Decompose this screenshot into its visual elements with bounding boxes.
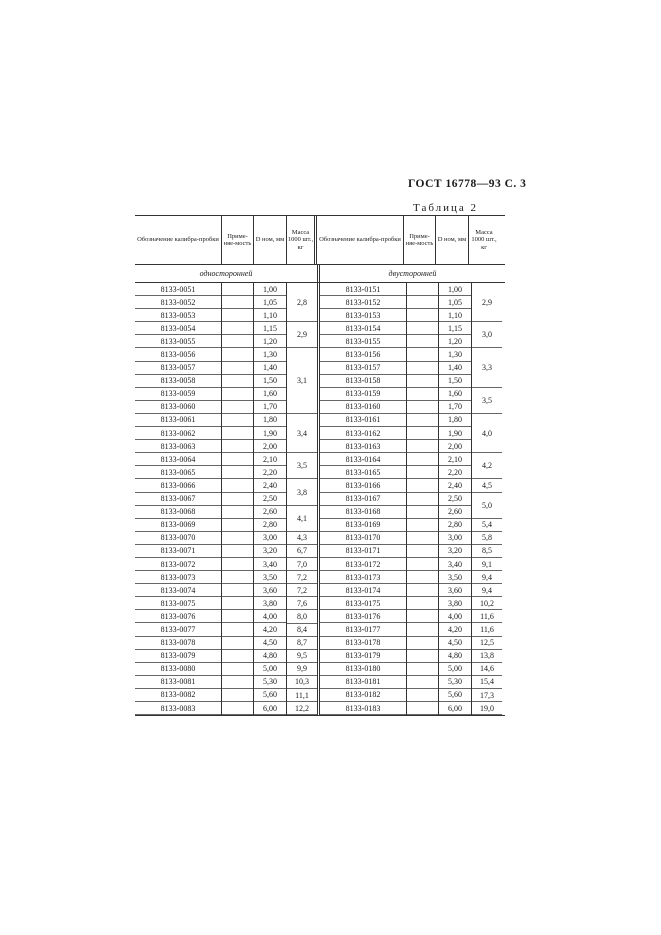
section-single-sided: односторонней bbox=[135, 265, 320, 282]
left-designation-column bbox=[135, 283, 222, 715]
designation-cell: 8133-0078 bbox=[135, 637, 221, 650]
gauge-table bbox=[135, 215, 505, 716]
applicability-cell bbox=[407, 414, 438, 427]
diameter-cell: 4,50 bbox=[254, 637, 286, 650]
mass-cell: 9,5 bbox=[287, 650, 317, 663]
diameter-cell: 3,40 bbox=[439, 558, 471, 571]
diameter-cell: 4,00 bbox=[439, 610, 471, 623]
diameter-cell: 5,00 bbox=[439, 663, 471, 676]
designation-cell: 8133-0074 bbox=[135, 584, 221, 597]
designation-cell: 8133-0083 bbox=[135, 702, 221, 715]
diameter-cell: 1,10 bbox=[254, 309, 286, 322]
applicability-cell bbox=[222, 466, 253, 479]
diameter-cell: 2,10 bbox=[254, 453, 286, 466]
right-mass-column bbox=[472, 283, 502, 715]
mass-cell: 5,8 bbox=[472, 532, 502, 545]
designation-cell: 8133-0171 bbox=[320, 545, 406, 558]
mass-cell: 19,0 bbox=[472, 702, 502, 715]
designation-cell: 8133-0081 bbox=[135, 676, 221, 689]
applicability-cell bbox=[407, 440, 438, 453]
designation-cell: 8133-0178 bbox=[320, 637, 406, 650]
designation-cell: 8133-0057 bbox=[135, 362, 221, 375]
applicability-cell bbox=[222, 506, 253, 519]
mass-cell: 13,8 bbox=[472, 650, 502, 663]
mass-cell: 8,7 bbox=[287, 637, 317, 650]
mass-cell: 15,4 bbox=[472, 676, 502, 689]
applicability-cell bbox=[222, 388, 253, 401]
designation-cell: 8133-0181 bbox=[320, 676, 406, 689]
diameter-cell: 1,20 bbox=[439, 335, 471, 348]
designation-cell: 8133-0061 bbox=[135, 414, 221, 427]
designation-cell: 8133-0177 bbox=[320, 623, 406, 636]
designation-cell: 8133-0055 bbox=[135, 335, 221, 348]
applicability-cell bbox=[407, 702, 438, 715]
designation-cell: 8133-0060 bbox=[135, 401, 221, 414]
designation-cell: 8133-0160 bbox=[320, 401, 406, 414]
applicability-cell bbox=[407, 466, 438, 479]
applicability-cell bbox=[407, 375, 438, 388]
diameter-cell: 1,60 bbox=[254, 388, 286, 401]
section-double-sided: двусторонней bbox=[388, 269, 437, 278]
applicability-cell bbox=[407, 388, 438, 401]
designation-cell: 8133-0064 bbox=[135, 453, 221, 466]
designation-cell: 8133-0075 bbox=[135, 597, 221, 610]
designation-cell: 8133-0156 bbox=[320, 348, 406, 361]
mass-cell: 14,6 bbox=[472, 663, 502, 676]
diameter-cell: 1,50 bbox=[439, 375, 471, 388]
left-half bbox=[135, 283, 320, 715]
diameter-cell: 3,40 bbox=[254, 558, 286, 571]
header-mass-right: Масса 1000 шт., кг bbox=[471, 228, 497, 251]
diameter-cell: 3,60 bbox=[254, 584, 286, 597]
mass-cell: 8,0 bbox=[287, 610, 317, 623]
diameter-cell: 2,40 bbox=[439, 479, 471, 492]
mass-cell: 10,2 bbox=[472, 597, 502, 610]
designation-cell: 8133-0151 bbox=[320, 283, 406, 296]
designation-cell: 8133-0163 bbox=[320, 440, 406, 453]
applicability-cell bbox=[222, 453, 253, 466]
diameter-cell: 2,20 bbox=[439, 466, 471, 479]
applicability-cell bbox=[407, 623, 438, 636]
applicability-cell bbox=[407, 493, 438, 506]
designation-cell: 8133-0179 bbox=[320, 650, 406, 663]
diameter-cell: 1,80 bbox=[439, 414, 471, 427]
applicability-cell bbox=[222, 479, 253, 492]
left-diameter-column bbox=[254, 283, 287, 715]
diameter-cell: 2,60 bbox=[254, 506, 286, 519]
diameter-cell: 1,90 bbox=[254, 427, 286, 440]
applicability-cell bbox=[407, 335, 438, 348]
applicability-cell bbox=[407, 571, 438, 584]
diameter-cell: 3,20 bbox=[439, 545, 471, 558]
designation-cell: 8133-0183 bbox=[320, 702, 406, 715]
mass-cell: 12,5 bbox=[472, 637, 502, 650]
diameter-cell: 4,80 bbox=[254, 650, 286, 663]
diameter-cell: 2,20 bbox=[254, 466, 286, 479]
designation-cell: 8133-0073 bbox=[135, 571, 221, 584]
applicability-cell bbox=[407, 584, 438, 597]
applicability-cell bbox=[407, 519, 438, 532]
designation-cell: 8133-0077 bbox=[135, 623, 221, 636]
diameter-cell: 4,20 bbox=[254, 623, 286, 636]
diameter-cell: 3,50 bbox=[439, 571, 471, 584]
mass-cell: 6,7 bbox=[287, 545, 317, 558]
applicability-cell bbox=[407, 453, 438, 466]
diameter-cell: 3,80 bbox=[254, 597, 286, 610]
diameter-cell: 2,50 bbox=[254, 493, 286, 506]
diameter-cell: 2,10 bbox=[439, 453, 471, 466]
applicability-cell bbox=[222, 610, 253, 623]
diameter-cell: 5,30 bbox=[254, 676, 286, 689]
diameter-cell: 1,50 bbox=[254, 375, 286, 388]
diameter-cell: 3,50 bbox=[254, 571, 286, 584]
diameter-cell: 2,50 bbox=[439, 493, 471, 506]
applicability-cell bbox=[407, 689, 438, 702]
diameter-cell: 4,20 bbox=[439, 623, 471, 636]
section-header-row bbox=[135, 265, 505, 283]
applicability-cell bbox=[222, 427, 253, 440]
mass-cell: 3,8 bbox=[287, 479, 317, 505]
designation-cell: 8133-0154 bbox=[320, 322, 406, 335]
applicability-cell bbox=[222, 414, 253, 427]
applicability-cell bbox=[407, 637, 438, 650]
designation-cell: 8133-0162 bbox=[320, 427, 406, 440]
designation-cell: 8133-0158 bbox=[320, 375, 406, 388]
mass-cell: 3,0 bbox=[472, 322, 502, 348]
applicability-cell bbox=[222, 702, 253, 715]
applicability-cell bbox=[222, 650, 253, 663]
mass-cell: 7,6 bbox=[287, 597, 317, 610]
applicability-cell bbox=[222, 532, 253, 545]
applicability-cell bbox=[222, 283, 253, 296]
designation-cell: 8133-0069 bbox=[135, 519, 221, 532]
designation-cell: 8133-0182 bbox=[320, 689, 406, 702]
diameter-cell: 2,00 bbox=[254, 440, 286, 453]
applicability-cell bbox=[222, 676, 253, 689]
diameter-cell: 1,15 bbox=[439, 322, 471, 335]
designation-cell: 8133-0176 bbox=[320, 610, 406, 623]
diameter-cell: 4,50 bbox=[439, 637, 471, 650]
diameter-cell: 3,60 bbox=[439, 584, 471, 597]
diameter-cell: 2,00 bbox=[439, 440, 471, 453]
applicability-cell bbox=[222, 558, 253, 571]
designation-cell: 8133-0070 bbox=[135, 532, 221, 545]
table-body bbox=[135, 283, 505, 716]
applicability-cell bbox=[407, 676, 438, 689]
applicability-cell bbox=[407, 296, 438, 309]
mass-cell: 4,3 bbox=[287, 532, 317, 545]
designation-cell: 8133-0166 bbox=[320, 479, 406, 492]
diameter-cell: 1,05 bbox=[439, 296, 471, 309]
designation-cell: 8133-0056 bbox=[135, 348, 221, 361]
designation-cell: 8133-0168 bbox=[320, 506, 406, 519]
mass-cell: 11,1 bbox=[287, 689, 317, 702]
applicability-cell bbox=[222, 375, 253, 388]
designation-cell: 8133-0063 bbox=[135, 440, 221, 453]
diameter-cell: 3,80 bbox=[439, 597, 471, 610]
designation-cell: 8133-0082 bbox=[135, 689, 221, 702]
designation-cell: 8133-0068 bbox=[135, 506, 221, 519]
applicability-cell bbox=[222, 440, 253, 453]
applicability-cell bbox=[222, 362, 253, 375]
applicability-cell bbox=[222, 401, 253, 414]
mass-cell: 4,5 bbox=[472, 479, 502, 492]
designation-cell: 8133-0071 bbox=[135, 545, 221, 558]
diameter-cell: 4,80 bbox=[439, 650, 471, 663]
mass-cell: 17,3 bbox=[472, 689, 502, 702]
applicability-cell bbox=[222, 493, 253, 506]
designation-cell: 8133-0172 bbox=[320, 558, 406, 571]
diameter-cell: 2,40 bbox=[254, 479, 286, 492]
right-half bbox=[320, 283, 502, 715]
designation-cell: 8133-0067 bbox=[135, 493, 221, 506]
mass-cell: 3,3 bbox=[472, 348, 502, 387]
applicability-cell bbox=[222, 519, 253, 532]
right-diameter-column bbox=[439, 283, 472, 715]
mass-cell: 12,2 bbox=[287, 702, 317, 715]
diameter-cell: 1,00 bbox=[439, 283, 471, 296]
applicability-cell bbox=[222, 348, 253, 361]
diameter-cell: 1,10 bbox=[439, 309, 471, 322]
mass-cell: 8,5 bbox=[472, 545, 502, 558]
applicability-cell bbox=[407, 532, 438, 545]
diameter-cell: 1,40 bbox=[439, 362, 471, 375]
applicability-cell bbox=[407, 283, 438, 296]
applicability-cell bbox=[222, 623, 253, 636]
header-applicability-left: Приме-няе-мость bbox=[222, 216, 254, 264]
mass-cell: 4,2 bbox=[472, 453, 502, 479]
mass-cell: 9,1 bbox=[472, 558, 502, 571]
designation-cell: 8133-0159 bbox=[320, 388, 406, 401]
diameter-cell: 1,70 bbox=[439, 401, 471, 414]
applicability-cell bbox=[222, 335, 253, 348]
applicability-cell bbox=[222, 545, 253, 558]
applicability-cell bbox=[222, 637, 253, 650]
applicability-cell bbox=[407, 597, 438, 610]
designation-cell: 8133-0080 bbox=[135, 663, 221, 676]
diameter-cell: 1,30 bbox=[254, 348, 286, 361]
diameter-cell: 5,60 bbox=[254, 689, 286, 702]
designation-cell: 8133-0170 bbox=[320, 532, 406, 545]
designation-cell: 8133-0161 bbox=[320, 414, 406, 427]
designation-cell: 8133-0152 bbox=[320, 296, 406, 309]
diameter-cell: 1,05 bbox=[254, 296, 286, 309]
mass-cell: 2,9 bbox=[287, 322, 317, 348]
designation-cell: 8133-0054 bbox=[135, 322, 221, 335]
applicability-cell bbox=[407, 663, 438, 676]
designation-cell: 8133-0180 bbox=[320, 663, 406, 676]
applicability-cell bbox=[407, 309, 438, 322]
designation-cell: 8133-0167 bbox=[320, 493, 406, 506]
mass-cell: 7,2 bbox=[287, 584, 317, 597]
mass-cell: 3,5 bbox=[287, 453, 317, 479]
header-mass-left: Масса 1000 шт., кг bbox=[287, 216, 317, 264]
applicability-cell bbox=[407, 427, 438, 440]
designation-cell: 8133-0072 bbox=[135, 558, 221, 571]
applicability-cell bbox=[222, 296, 253, 309]
applicability-cell bbox=[407, 558, 438, 571]
diameter-cell: 5,60 bbox=[439, 689, 471, 702]
table-caption: Таблица 2 bbox=[413, 202, 479, 214]
mass-cell: 2,9 bbox=[472, 283, 502, 322]
diameter-cell: 1,90 bbox=[439, 427, 471, 440]
diameter-cell: 6,00 bbox=[254, 702, 286, 715]
left-mass-column bbox=[287, 283, 317, 715]
left-applicability-column bbox=[222, 283, 254, 715]
mass-cell: 10,3 bbox=[287, 676, 317, 689]
designation-cell: 8133-0079 bbox=[135, 650, 221, 663]
right-applicability-column bbox=[407, 283, 439, 715]
mass-cell: 9,4 bbox=[472, 584, 502, 597]
diameter-cell: 5,30 bbox=[439, 676, 471, 689]
designation-cell: 8133-0053 bbox=[135, 309, 221, 322]
mass-cell: 9,9 bbox=[287, 663, 317, 676]
right-designation-column bbox=[320, 283, 407, 715]
designation-cell: 8133-0062 bbox=[135, 427, 221, 440]
designation-cell: 8133-0051 bbox=[135, 283, 221, 296]
applicability-cell bbox=[407, 322, 438, 335]
applicability-cell bbox=[222, 584, 253, 597]
diameter-cell: 1,70 bbox=[254, 401, 286, 414]
designation-cell: 8133-0169 bbox=[320, 519, 406, 532]
header-designation-right: Обозначение калибра-пробки bbox=[317, 216, 404, 264]
applicability-cell bbox=[407, 506, 438, 519]
applicability-cell bbox=[407, 650, 438, 663]
applicability-cell bbox=[222, 597, 253, 610]
applicability-cell bbox=[407, 545, 438, 558]
designation-cell: 8133-0174 bbox=[320, 584, 406, 597]
mass-cell: 8,4 bbox=[287, 624, 317, 637]
diameter-cell: 3,00 bbox=[254, 532, 286, 545]
applicability-cell bbox=[222, 663, 253, 676]
designation-cell: 8133-0164 bbox=[320, 453, 406, 466]
diameter-cell: 2,80 bbox=[439, 519, 471, 532]
designation-cell: 8133-0175 bbox=[320, 597, 406, 610]
designation-cell: 8133-0153 bbox=[320, 309, 406, 322]
applicability-cell bbox=[222, 309, 253, 322]
mass-cell: 7,0 bbox=[287, 558, 317, 571]
header-dnom-right: D ном, мм bbox=[436, 216, 469, 264]
mass-cell: 9,4 bbox=[472, 571, 502, 584]
diameter-cell: 6,00 bbox=[439, 702, 471, 715]
mass-cell: 11,6 bbox=[472, 610, 502, 623]
designation-cell: 8133-0052 bbox=[135, 296, 221, 309]
diameter-cell: 3,20 bbox=[254, 545, 286, 558]
designation-cell: 8133-0173 bbox=[320, 571, 406, 584]
diameter-cell: 1,20 bbox=[254, 335, 286, 348]
diameter-cell: 1,15 bbox=[254, 322, 286, 335]
applicability-cell bbox=[222, 571, 253, 584]
standard-header: ГОСТ 16778—93 С. 3 bbox=[408, 178, 527, 190]
mass-cell: 3,1 bbox=[287, 348, 317, 414]
diameter-cell: 1,00 bbox=[254, 283, 286, 296]
designation-cell: 8133-0066 bbox=[135, 479, 221, 492]
diameter-cell: 3,00 bbox=[439, 532, 471, 545]
applicability-cell bbox=[407, 401, 438, 414]
diameter-cell: 4,00 bbox=[254, 610, 286, 623]
applicability-cell bbox=[407, 479, 438, 492]
header-applicability-right: Приме-няе-мость bbox=[404, 216, 436, 264]
designation-cell: 8133-0165 bbox=[320, 466, 406, 479]
designation-cell: 8133-0157 bbox=[320, 362, 406, 375]
mass-cell: 4,0 bbox=[472, 414, 502, 453]
designation-cell: 8133-0076 bbox=[135, 610, 221, 623]
mass-cell: 3,5 bbox=[472, 388, 502, 414]
mass-cell: 4,1 bbox=[287, 506, 317, 532]
header-designation-left: Обозначение калибра-пробки bbox=[135, 216, 222, 264]
mass-cell: 5,0 bbox=[472, 493, 502, 519]
diameter-cell: 1,80 bbox=[254, 414, 286, 427]
designation-cell: 8133-0059 bbox=[135, 388, 221, 401]
designation-cell: 8133-0058 bbox=[135, 375, 221, 388]
applicability-cell bbox=[407, 610, 438, 623]
designation-cell: 8133-0155 bbox=[320, 335, 406, 348]
header-dnom-left: D ном, мм bbox=[254, 216, 287, 264]
applicability-cell bbox=[407, 362, 438, 375]
diameter-cell: 2,80 bbox=[254, 519, 286, 532]
diameter-cell: 1,60 bbox=[439, 388, 471, 401]
mass-cell: 7,2 bbox=[287, 571, 317, 584]
diameter-cell: 5,00 bbox=[254, 663, 286, 676]
diameter-cell: 1,30 bbox=[439, 348, 471, 361]
mass-cell: 3,4 bbox=[287, 414, 317, 453]
applicability-cell bbox=[407, 348, 438, 361]
applicability-cell bbox=[222, 322, 253, 335]
diameter-cell: 2,60 bbox=[439, 506, 471, 519]
table-header-row bbox=[135, 215, 505, 265]
mass-cell: 2,8 bbox=[287, 283, 317, 322]
designation-cell: 8133-0065 bbox=[135, 466, 221, 479]
mass-cell: 5,4 bbox=[472, 519, 502, 532]
diameter-cell: 1,40 bbox=[254, 362, 286, 375]
applicability-cell bbox=[222, 689, 253, 702]
mass-cell: 11,6 bbox=[472, 623, 502, 636]
